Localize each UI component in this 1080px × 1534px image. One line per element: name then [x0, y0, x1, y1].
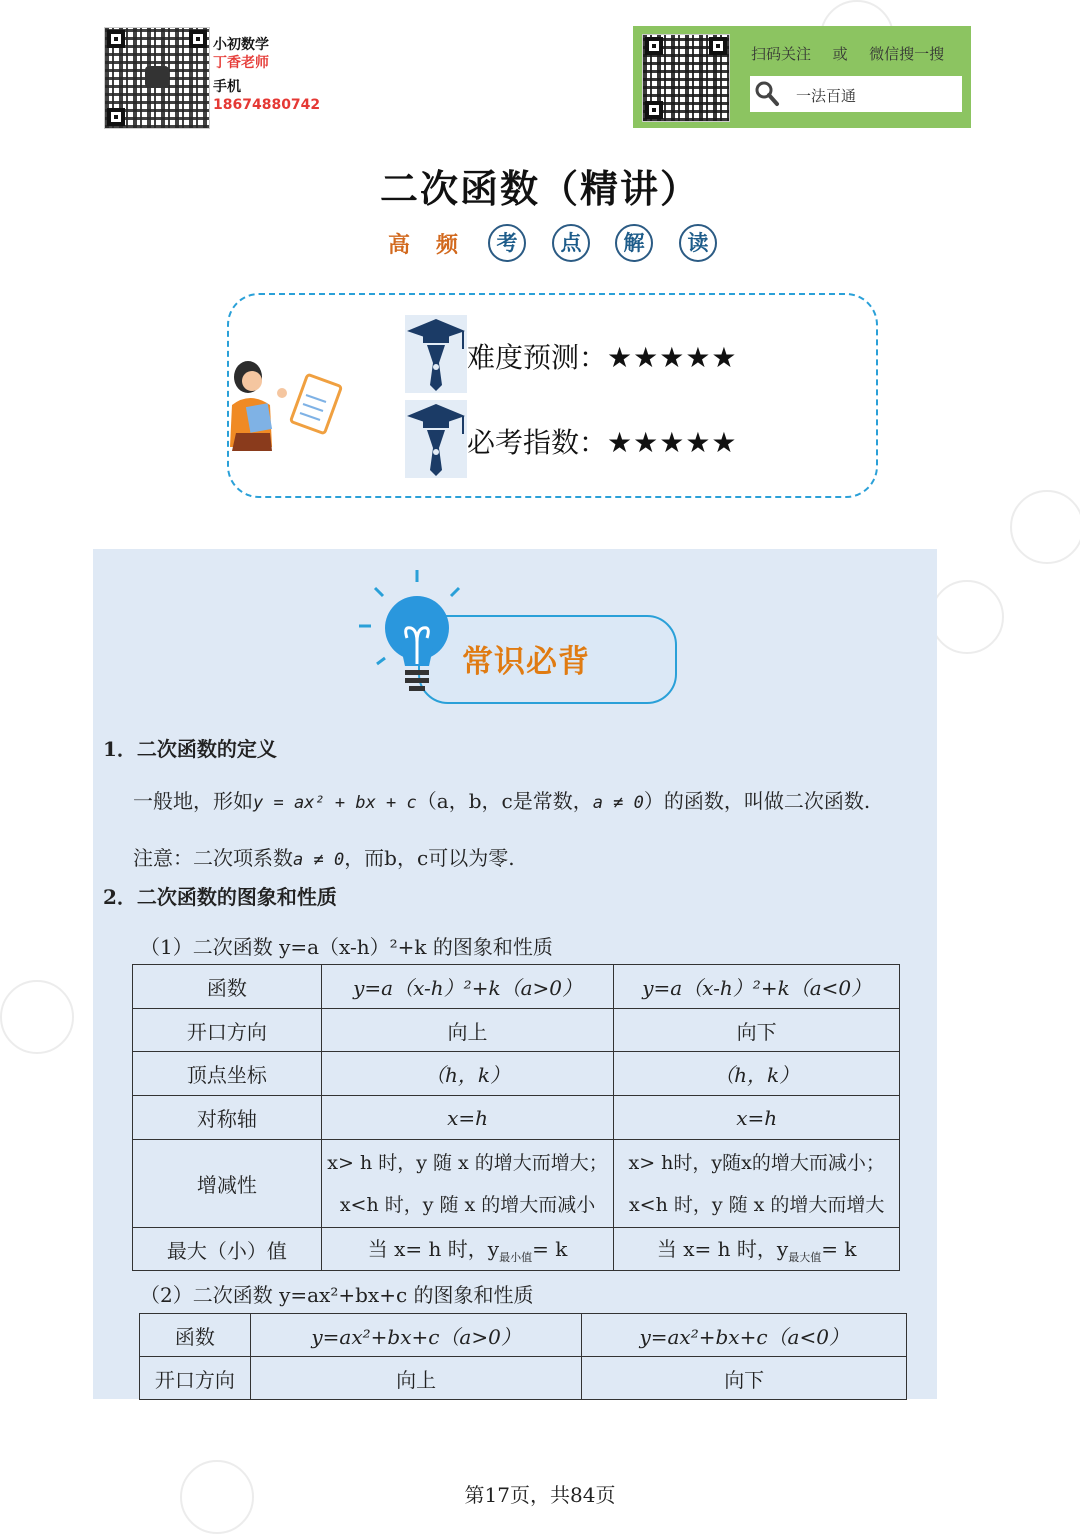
qr-code-left — [104, 27, 210, 129]
watermark-logo — [0, 980, 74, 1054]
subtitle-circled-char: 解 — [615, 224, 653, 262]
table-cell: 对称轴 — [133, 1096, 322, 1140]
extreme-subscript: 最小值 — [499, 1251, 533, 1264]
table-cell — [614, 1140, 900, 1228]
vertex-form-table — [132, 964, 900, 1271]
phone-label: 手机 — [213, 79, 241, 95]
table-cell: y=a（x-h）²+k（a>0） — [321, 965, 614, 1009]
exam-index-stars: ★★★★★ — [607, 426, 738, 459]
graduation-cap-icon — [405, 315, 467, 393]
table-cell: 最大（小）值 — [133, 1228, 322, 1271]
table-cell: 向下 — [582, 1357, 907, 1400]
table-cell: x=h — [614, 1096, 900, 1140]
scan-follow-text: 扫码关注 — [751, 45, 812, 63]
table-cell: 函数 — [133, 965, 322, 1009]
table-cell: （h，k） — [321, 1052, 614, 1096]
table-cell: 函数 — [140, 1314, 251, 1357]
subsection-heading: （2）二次函数 y=ax²+bx+c 的图象和性质 — [140, 1283, 534, 1307]
banner-label: 常识必背 — [462, 644, 590, 680]
graduation-cap-icon — [405, 400, 467, 478]
definition-text: （a，b，c是常数， — [416, 789, 593, 813]
qr-code-right — [642, 34, 730, 122]
table-cell: 增减性 — [133, 1140, 322, 1228]
teacher-name: 丁香老师 — [213, 55, 269, 71]
table-cell: 向上 — [250, 1357, 582, 1400]
subtitle-char: 高 — [388, 233, 411, 258]
subtitle-char: 频 — [436, 233, 459, 258]
search-value: 一法百通 — [796, 87, 857, 105]
table-cell: 向下 — [614, 1009, 900, 1052]
monotonic-line: x<h 时，y 随 x 的增大而增大 — [628, 1193, 885, 1216]
section-heading: 2．二次函数的图象和性质 — [103, 885, 337, 909]
extreme-text: = k — [532, 1237, 568, 1261]
page-title: 二次函数（精讲） — [379, 167, 700, 211]
table-cell: 顶点坐标 — [133, 1052, 322, 1096]
note-text: ，而b，c可以为零. — [344, 846, 515, 870]
subsection-heading: （1）二次函数 y=a（x-h）²+k 的图象和性质 — [140, 935, 553, 959]
definition-condition: a ≠ 0 — [592, 793, 644, 813]
wechat-search-box — [750, 76, 962, 112]
definition-text: ）的函数，叫做二次函数. — [643, 789, 871, 813]
table-cell: 开口方向 — [140, 1357, 251, 1400]
extreme-subscript: 最大值 — [788, 1251, 822, 1264]
table-cell: 向上 — [321, 1009, 614, 1052]
phone-number: 18674880742 — [213, 97, 321, 113]
watermark-logo — [930, 580, 1004, 654]
table-cell — [321, 1140, 614, 1228]
page-number: 第17页，共84页 — [464, 1483, 616, 1507]
table-cell: 开口方向 — [133, 1009, 322, 1052]
table-cell: y=a（x-h）²+k（a<0） — [614, 965, 900, 1009]
note-text: 注意：二次项系数 — [133, 846, 293, 870]
table-cell: x=h — [321, 1096, 614, 1140]
search-icon — [754, 80, 780, 108]
extreme-text: = k — [821, 1237, 857, 1261]
general-form-table — [139, 1313, 907, 1400]
definition-text: 一般地，形如 — [133, 789, 253, 813]
monotonic-line: x> h 时，y 随 x 的增大而增大； — [327, 1151, 608, 1174]
brand-line: 小初数学 — [213, 37, 269, 53]
subtitle-circled-char: 点 — [552, 224, 590, 262]
table-cell — [321, 1228, 614, 1271]
extreme-text: 当 x= h 时，y — [367, 1237, 500, 1261]
monotonic-line: x<h 时，y 随 x 的增大而减小 — [339, 1193, 596, 1216]
subtitle-circled-char: 读 — [679, 224, 717, 262]
subtitle-circled-char: 考 — [488, 224, 526, 262]
difficulty-label: 难度预测： — [467, 341, 608, 374]
table-cell: （h，k） — [614, 1052, 900, 1096]
watermark-logo — [1010, 490, 1080, 564]
definition-formula: y = ax² + bx + c — [253, 793, 417, 813]
monotonic-line: x> h时，y随x的增大而减小； — [628, 1151, 885, 1174]
table-cell — [614, 1228, 900, 1271]
note-condition: a ≠ 0 — [293, 850, 345, 870]
wechat-icon — [145, 66, 169, 88]
lightbulb-icon — [355, 568, 465, 698]
extreme-text: 当 x= h 时，y — [656, 1237, 789, 1261]
table-cell: y=ax²+bx+c（a<0） — [582, 1314, 907, 1357]
exam-index-label: 必考指数： — [467, 426, 608, 459]
or-text: 或 — [832, 45, 848, 63]
wechat-search-text: 微信搜一搜 — [869, 45, 945, 63]
teacher-illustration — [214, 355, 344, 455]
table-cell: y=ax²+bx+c（a>0） — [250, 1314, 582, 1357]
difficulty-stars: ★★★★★ — [607, 341, 738, 374]
section-heading: 1．二次函数的定义 — [103, 737, 277, 761]
